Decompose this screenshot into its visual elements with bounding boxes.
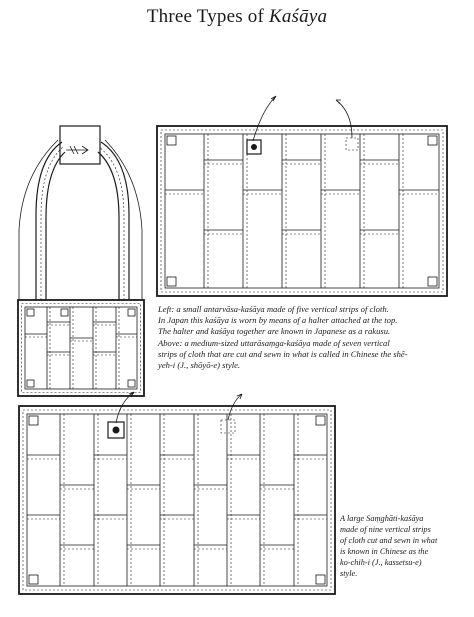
caption-line: Above: a medium-sized uttarāsaṃga-kaśāya made of seven vertical xyxy=(158,337,390,348)
caption-line: In Japan this kaśāya is worn by means of a halter attached at the top. xyxy=(158,315,398,326)
uttarasanga-strips xyxy=(165,134,439,288)
caption-line: A large Saṃghāti-kaśāya xyxy=(340,514,424,523)
caption-left-above xyxy=(158,304,454,371)
title-term: Kaśāya xyxy=(268,6,328,27)
samghati-outer-border xyxy=(19,406,335,594)
halter-knot xyxy=(60,126,100,164)
tie-pointer-bottom-right xyxy=(228,394,242,420)
tie-pointer-right xyxy=(336,100,352,138)
caption-line: Left: a small antarvāsa-kaśāya made of five vertical strips of cloth. xyxy=(158,304,389,314)
caption-line: style. xyxy=(340,569,358,578)
samghati-kasaya-figure xyxy=(19,392,335,594)
antarvasa-outer-border xyxy=(18,300,144,396)
caption-line: is known in Chinese as the xyxy=(340,547,429,556)
caption-samghati xyxy=(340,513,464,579)
samghati-strips xyxy=(27,414,327,586)
antarvasa-kasaya-figure xyxy=(18,126,144,396)
uttarasanga-kasaya-figure xyxy=(157,96,447,296)
caption-line: yeh-i (J., shōyō-e) style. xyxy=(158,360,241,371)
antarvasa-strips xyxy=(25,307,137,389)
caption-line: The halter and kaśāya together are known in Japanese as a rakusu. xyxy=(158,326,391,337)
caption-line: of cloth cut and sewn in what xyxy=(340,536,438,545)
caption-line: made of nine vertical strips xyxy=(340,525,431,534)
caption-line: ko-chih-i (J., kassetsu-e) xyxy=(340,558,422,567)
halter xyxy=(19,126,142,300)
caption-line: strips of cloth that are cut and sewn in what is called in Chinese the shê- xyxy=(158,348,408,359)
title-prefix: Three Types of xyxy=(146,6,269,27)
uttarasanga-outer-border xyxy=(157,126,447,296)
